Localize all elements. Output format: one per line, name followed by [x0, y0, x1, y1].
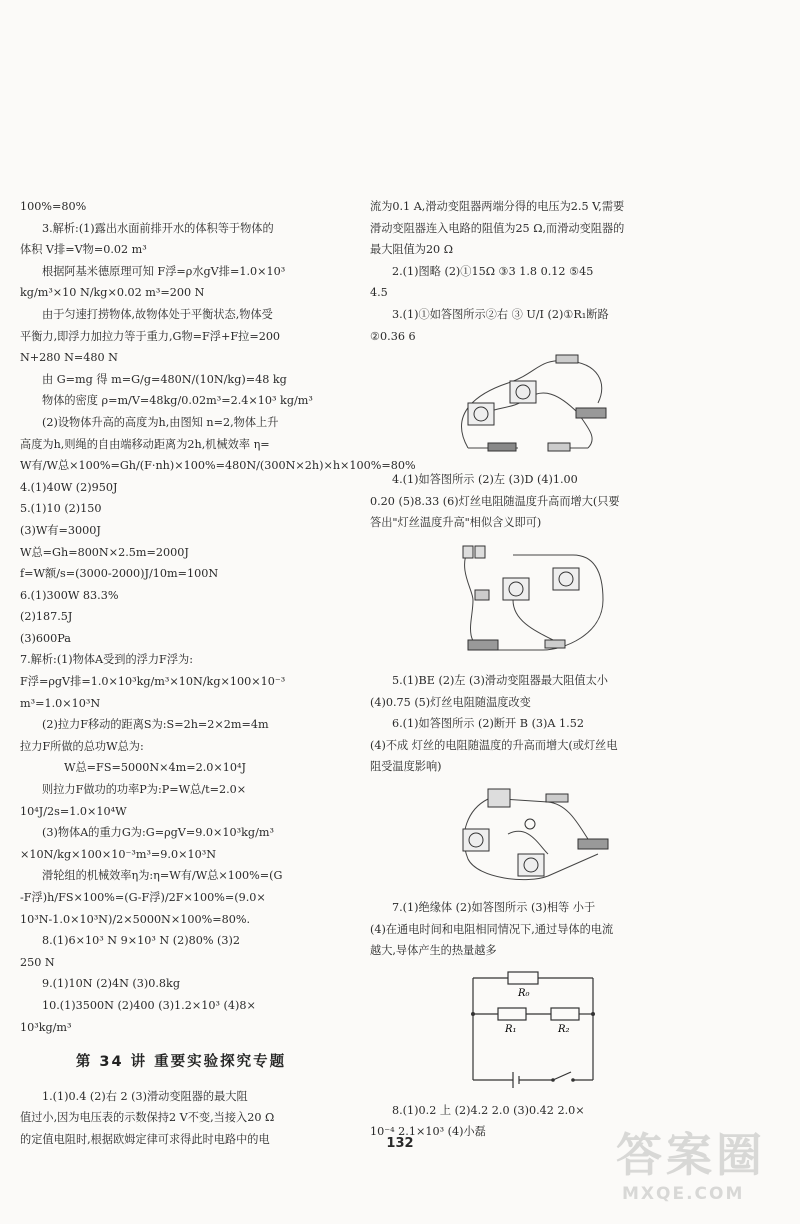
answer-line: 3.(1)①如答图所示②右 ③ U/I (2)①R₁断路	[392, 307, 609, 321]
watermark-url: MXQE.COM	[622, 1184, 745, 1204]
answer-line: 拉力F所做的总功W总为:	[20, 739, 144, 753]
answer-line: 根据阿基米德原理可知 F浮=ρ水gV排=1.0×10³	[42, 264, 286, 278]
answer-line: 6.(1)如答图所示 (2)断开 B (3)A 1.52	[392, 717, 584, 731]
answer-line: 100%=80%	[20, 200, 87, 213]
answer-line: 由 G=mg 得 m=G/g=480N/(10N/kg)=48 kg	[42, 372, 287, 386]
answer-line: 值过小,因为电压表的示数保持2 V不变,当接入20 Ω	[20, 1111, 275, 1125]
answer-line: m³=1.0×10³N	[20, 696, 101, 710]
answer-line: (2)拉力F移动的距离S为:S=2h=2×2m=4m	[42, 718, 269, 732]
answer-line: 4.(1)40W (2)950J	[20, 480, 118, 494]
answer-line: 6.(1)300W 83.3%	[20, 588, 119, 602]
answer-line: 7.解析:(1)物体A受到的浮力F浮为:	[20, 653, 193, 667]
answer-line: kg/m³×10 N/kg×0.02 m³=200 N	[20, 286, 205, 300]
answer-line: N+280 N=480 N	[20, 351, 118, 365]
label-r2: R₂	[558, 1023, 570, 1035]
answer-line: 3.解析:(1)露出水面前排开水的体积等于物体的	[42, 221, 274, 235]
answer-line: (3)W有=3000J	[20, 523, 101, 537]
answer-line: 滑轮组的机械效率η为:η=W有/W总×100%=(G	[42, 869, 283, 883]
answer-line: 滑动变阻器连入电路的阻值为25 Ω,而滑动变阻器的	[370, 221, 625, 235]
answer-line: -F浮)h/FS×100%=(G-F浮)/2F×100%=(9.0×	[20, 891, 266, 904]
label-r0: R₀	[518, 987, 530, 999]
answer-line: 则拉力F做功的功率P为:P=W总/t=2.0×	[42, 783, 247, 797]
right-column	[370, 196, 696, 1143]
answer-line: 5.(1)10 (2)150	[20, 502, 102, 516]
answer-line: W有/W总×100%=Gh/(F·nh)×100%=480N/(300N×2h)×h×100%=80%	[20, 459, 416, 473]
wiring-diagram-q6	[448, 784, 618, 889]
answer-line: F浮=ρgV排=1.0×10³kg/m³×10N/kg×100×10⁻³	[20, 675, 286, 689]
answer-line: 流为0.1 A,滑动变阻器两端分得的电压为2.5 V,需要	[370, 200, 625, 213]
answer-line: 0.20 (5)8.33 (6)灯丝电阻随温度升高而增大(只要	[370, 494, 620, 508]
wiring-diagram-q3	[448, 353, 618, 461]
answer-line: 越大,导体产生的热量越多	[370, 944, 497, 958]
answer-line: 最大阻值为20 Ω	[370, 243, 454, 257]
answer-line: (4)不成 灯丝的电阻随温度的升高而增大(或灯丝电	[370, 738, 618, 752]
answer-line: 2.(1)图略 (2)①15Ω ③3 1.8 0.12 ⑤45	[392, 264, 594, 278]
answer-line: 5.(1)BE (2)左 (3)滑动变阻器最大阻值太小	[392, 673, 608, 687]
circuit-schematic-q7	[453, 968, 613, 1092]
answer-line: 9.(1)10N (2)4N (3)0.8kg	[42, 977, 180, 991]
wiring-diagram-q4	[453, 540, 613, 662]
section-heading: 第 34 讲 重要实验探究专题	[75, 1054, 287, 1071]
answer-line: 10³kg/m³	[20, 1020, 72, 1034]
answer-line: 体积 V排=V物=0.02 m³	[20, 243, 147, 257]
answer-line: 阻受温度影响)	[370, 760, 442, 774]
answer-line: W总=Gh=800N×2.5m=2000J	[20, 545, 189, 559]
answer-line: (4)在通电时间和电阻相同情况下,通过导体的电流	[370, 922, 614, 936]
answer-line: (3)600Pa	[20, 631, 71, 645]
label-r1: R₁	[505, 1023, 517, 1035]
answer-line: f=W额/s=(3000-2000)J/10m=100N	[20, 567, 219, 581]
answer-line: ×10N/kg×100×10⁻³m³=9.0×10³N	[20, 847, 216, 861]
answer-line: 10⁻⁴ 2.1×10³ (4)小磊	[370, 1125, 486, 1139]
answer-line: (4)0.75 (5)灯丝电阻随温度改变	[370, 695, 531, 709]
answer-line: W总=FS=5000N×4m=2.0×10⁴J	[64, 761, 246, 775]
answer-line: 7.(1)绝缘体 (2)如答图所示 (3)相等 小于	[392, 900, 596, 914]
answer-line: 10³N-1.0×10³N)/2×5000N×100%=80%.	[20, 912, 251, 926]
watermark-logo	[616, 1126, 786, 1216]
answer-line: (3)物体A的重力G为:G=ρgV=9.0×10³kg/m³	[42, 826, 274, 840]
answer-line: 高度为h,则绳的自由端移动距离为2h,机械效率 η=	[20, 437, 270, 451]
answer-line: 平衡力,即浮力加拉力等于重力,G物=F浮+F拉=200	[20, 329, 281, 343]
answer-line: 由于匀速打捞物体,故物体处于平衡状态,物体受	[42, 307, 273, 321]
answer-line: 4.(1)如答图所示 (2)左 (3)D (4)1.00	[392, 473, 578, 487]
answer-line: 10.(1)3500N (2)400 (3)1.2×10³ (4)8×	[42, 998, 256, 1012]
answer-line: 10⁴J/2s=1.0×10⁴W	[20, 804, 127, 818]
answer-line: 250 N	[20, 955, 55, 969]
answer-line: 8.(1)0.2 上 (2)4.2 2.0 (3)0.42 2.0×	[392, 1103, 585, 1117]
watermark-text: 答案圈	[616, 1128, 766, 1182]
answer-line: 1.(1)0.4 (2)右 2 (3)滑动变阻器的最大阻	[42, 1089, 248, 1103]
answer-line: 8.(1)6×10³ N 9×10³ N (2)80% (3)2	[42, 934, 240, 948]
answer-line: 物体的密度 ρ=m/V=48kg/0.02m³=2.4×10³ kg/m³	[42, 394, 313, 408]
answer-line: 答出"灯丝温度升高"相似含义即可)	[370, 516, 542, 530]
page-number: 132	[386, 1136, 414, 1151]
answer-line: ②0.36 6	[370, 329, 416, 343]
answer-line: (2)187.5J	[20, 610, 73, 624]
answer-line: 的定值电阻时,根据欧姆定律可求得此时电路中的电	[20, 1132, 270, 1146]
answer-line: (2)设物体升高的高度为h,由图知 n=2,物体上升	[42, 415, 279, 429]
answer-line: 4.5	[370, 286, 388, 300]
